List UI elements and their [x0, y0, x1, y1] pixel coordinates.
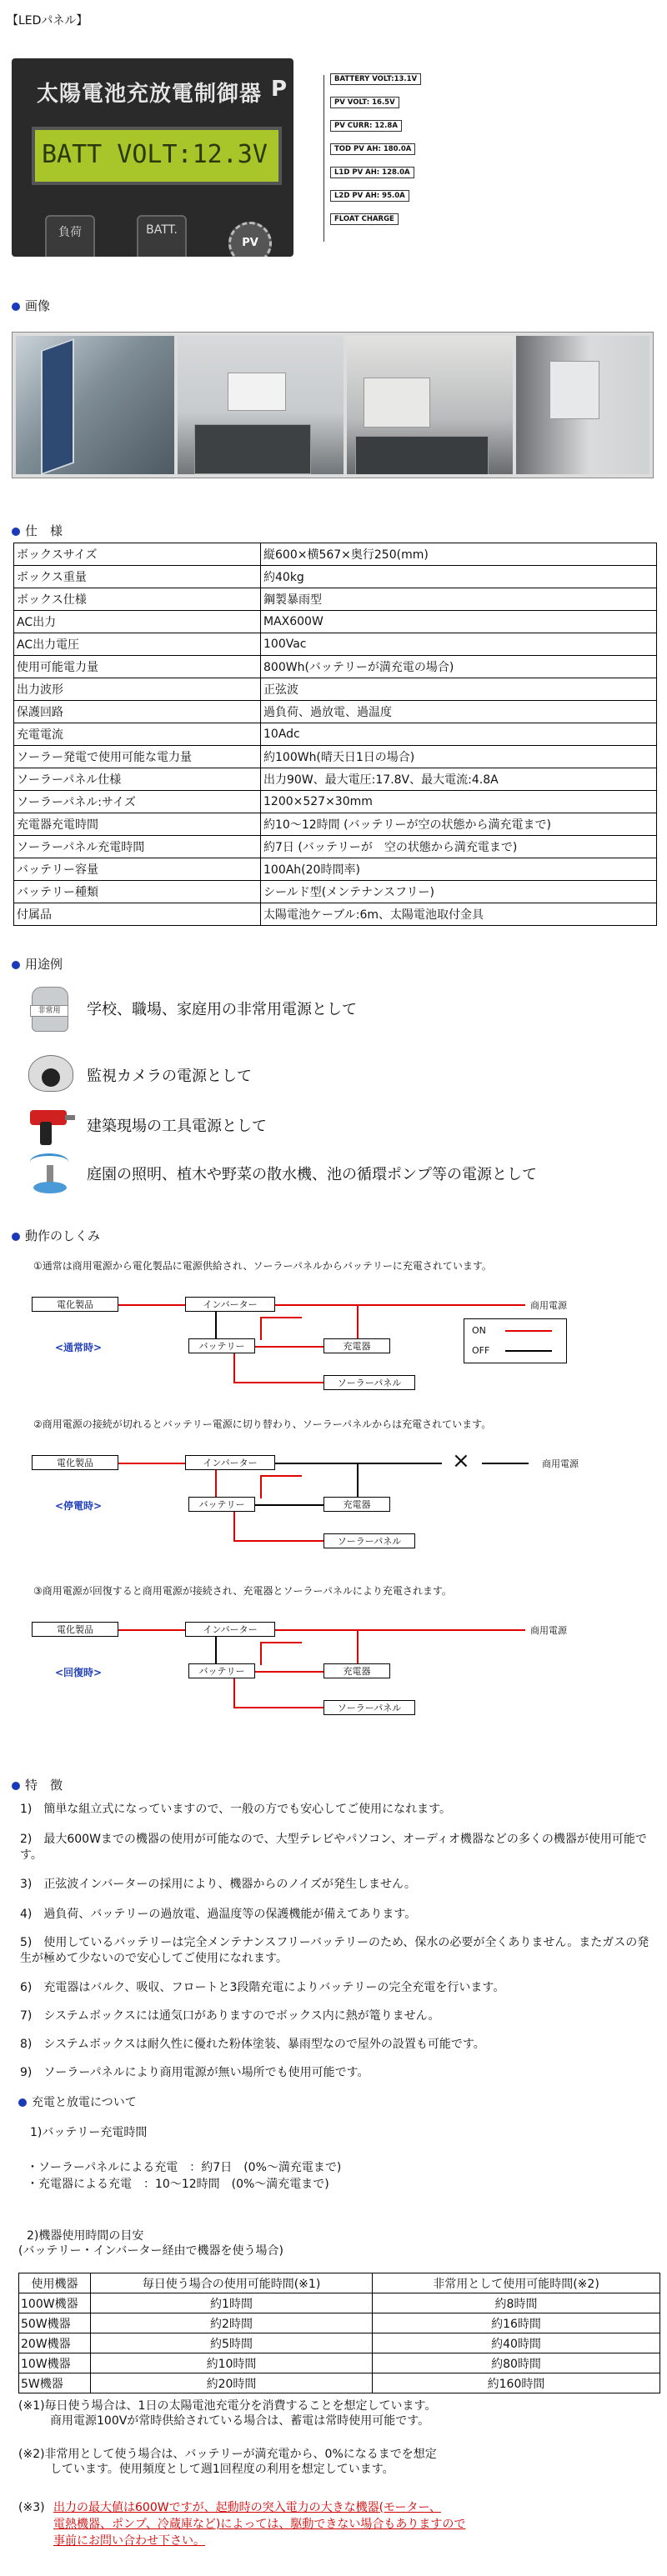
feature-item: 8) システムボックスは耐久性に優れた粉体塗装、暴雨型なので屋外の設置も可能です。	[20, 2038, 485, 2051]
table-cell: 約10時間	[91, 2353, 373, 2373]
led-panel-photo	[12, 58, 293, 257]
legend-on-line	[505, 1330, 552, 1332]
column-header: 毎日使う場合の使用可能時間(※1)	[91, 2273, 373, 2293]
feature-item: 7) システムボックスには通気口がありますのでボックス内に熱が篭りません。	[20, 2009, 440, 2023]
spec-value: 約7日 (バッテリーが 空の状態から満充電まで)	[261, 836, 657, 858]
spec-key: 出力波形	[14, 678, 261, 701]
batt-button	[137, 215, 187, 257]
battery-box: バッテリー	[188, 1663, 255, 1678]
charge-heading-text: 充電と放電について	[32, 2096, 137, 2109]
state-label: <通常時>	[55, 1342, 103, 1353]
wire	[255, 1671, 323, 1673]
wire	[357, 1630, 359, 1663]
spec-key: AC出力電圧	[14, 633, 261, 656]
spec-value: 100Vac	[261, 633, 657, 656]
pv-sun-icon	[228, 222, 272, 257]
spec-value: 約40kg	[261, 566, 657, 588]
table-cell: 約1時間	[91, 2293, 373, 2313]
feature-item: 6) 充電器はバルク、吸収、フロートと3段階充電によりバッテリーの完全充電を行います。	[20, 1981, 505, 1994]
led-display-diagram	[310, 63, 515, 263]
table-row	[14, 881, 657, 903]
wire	[233, 1353, 235, 1383]
table-cell: 約16時間	[373, 2313, 660, 2333]
spec-value: シールド型(メンテナンスフリー)	[261, 881, 657, 903]
table-row	[14, 768, 657, 791]
table-row	[14, 656, 657, 678]
features-heading	[12, 1776, 63, 1793]
usage-item	[25, 1150, 537, 1197]
spec-value: 約10〜12時間 (バッテリーが空の状態から満充電まで)	[261, 813, 657, 836]
led-panel-title: 【LEDパネル】	[7, 14, 88, 28]
usage-text: 庭園の照明、植木や野菜の散水機、池の循環ポンプ等の電源として	[87, 1166, 537, 1183]
wire	[260, 1317, 302, 1318]
images-heading	[12, 297, 50, 314]
usage-heading-text: 用途例	[25, 957, 63, 972]
commercial-power-label: 商用電源	[530, 1300, 567, 1311]
spec-key: ボックス仕様	[14, 588, 261, 611]
solar-panel-shape	[41, 338, 74, 474]
charge-heading	[18, 2093, 137, 2110]
commercial-power-label: 商用電源	[542, 1458, 579, 1469]
spec-key: バッテリー種類	[14, 881, 261, 903]
wire	[233, 1707, 323, 1708]
footnote-3: 出力の最大値は600Wですが、起動時の突入電力の大きな機器(モーター、	[53, 2501, 441, 2514]
table-row	[19, 2353, 660, 2373]
diagram-rail	[323, 75, 324, 242]
table-cell: 約5時間	[91, 2333, 373, 2353]
wire	[233, 1678, 235, 1708]
wire	[233, 1512, 235, 1542]
usage-text: 学校、職場、家庭用の非常用電源として	[87, 1001, 357, 1018]
feature-item: 5) 使用しているバッテリーは完全メンテナンスフリーバッテリーのため、保水の必要が全くありません。またガスの発生が極めて少ないので安心してご使用になれます。	[20, 1936, 649, 1965]
bullet-icon	[12, 303, 20, 311]
wire	[233, 1540, 323, 1542]
cabinet-inside-photo	[347, 336, 513, 474]
table-row	[14, 633, 657, 656]
bullet-icon	[12, 528, 20, 536]
table-header-row	[19, 2273, 660, 2293]
footnote-1-cont: 商用電源100Vが常時供給されている場合は、蓄電は常時使用可能です。	[50, 2414, 430, 2428]
backpack-icon	[25, 985, 75, 1032]
diagram-caption: ③商用電源が回復すると商用電源が接続され、充電器とソーラーパネルにより充電されます。	[33, 1585, 452, 1597]
inverter-unit	[364, 378, 430, 428]
appliance-box: 電化製品	[32, 1297, 118, 1312]
spec-key: 充電電流	[14, 723, 261, 746]
charger-box: 充電器	[323, 1663, 390, 1678]
spec-key: AC出力	[14, 611, 261, 633]
panel-heading-cut: P	[270, 77, 287, 102]
charger-box: 充電器	[323, 1497, 390, 1512]
mechanism-heading-text: 動作のしくみ	[25, 1228, 101, 1243]
lcd-display: BATT VOLT:12.3V	[32, 127, 282, 185]
wire	[275, 1463, 442, 1464]
wire	[118, 1304, 185, 1306]
spec-heading	[12, 522, 63, 539]
diagram-row: FLOAT CHARGE	[330, 213, 399, 225]
spec-value: 800Wh(バッテリーが満充電の場合)	[261, 656, 657, 678]
table-row	[19, 2373, 660, 2393]
wire	[482, 1463, 529, 1464]
wire	[260, 1642, 262, 1665]
spec-value: MAX600W	[261, 611, 657, 633]
usage-item	[25, 985, 357, 1032]
battery-box: バッテリー	[188, 1497, 255, 1512]
drill-icon	[25, 1102, 75, 1148]
wire	[215, 1637, 217, 1663]
usage-time-condition: (バッテリー・インバーター経由で機器を使う場合)	[18, 2244, 283, 2258]
solar-panel-box: ソーラーパネル	[323, 1533, 415, 1548]
battery-shelf	[355, 436, 489, 474]
wire	[357, 1463, 359, 1497]
wire	[260, 1642, 302, 1643]
charge-subheading: 1)バッテリー充電時間	[30, 2126, 148, 2139]
table-cell: 50W機器	[19, 2313, 91, 2333]
wire	[233, 1382, 323, 1383]
appliance-box: 電化製品	[32, 1455, 118, 1470]
appliance-box: 電化製品	[32, 1622, 118, 1637]
wire	[255, 1346, 323, 1348]
wire	[215, 1312, 217, 1338]
column-header: 使用機器	[19, 2273, 91, 2293]
wire	[118, 1463, 185, 1464]
spec-key: ソーラーパネル仕様	[14, 768, 261, 791]
diagram-row: BATTERY VOLT:13.1V	[330, 73, 421, 85]
wire	[275, 1304, 525, 1306]
table-row	[14, 543, 657, 566]
inverter-box: インバーター	[185, 1455, 275, 1470]
table-row	[14, 723, 657, 746]
table-row	[14, 858, 657, 881]
usage-item	[25, 1102, 267, 1148]
batt-button-label: BATT.	[146, 223, 178, 237]
state-label: <回復時>	[55, 1667, 103, 1678]
solar-panel-box: ソーラーパネル	[323, 1375, 415, 1390]
table-row	[14, 566, 657, 588]
panel-heading: 太陽電池充放電制御器	[37, 82, 263, 107]
diagram-caption: ①通常は商用電源から電化製品に電源供給され、ソーラーパネルからバッテリーに充電されています。	[33, 1260, 492, 1272]
spec-value: 鋼製暴雨型	[261, 588, 657, 611]
wire	[260, 1475, 302, 1477]
images-heading-text: 画像	[25, 298, 51, 313]
usage-item	[25, 1052, 252, 1098]
table-row	[14, 746, 657, 768]
table-cell: 5W機器	[19, 2373, 91, 2393]
diagram-row: L1D PV AH: 128.0A	[330, 167, 414, 178]
outlet-box	[549, 361, 599, 419]
wire	[255, 1504, 323, 1506]
table-cell: 約20時間	[91, 2373, 373, 2393]
inverter-box: インバーター	[185, 1297, 275, 1312]
wire	[260, 1317, 262, 1340]
usage-text: 建築現場の工具電源として	[87, 1118, 267, 1135]
wire	[118, 1629, 185, 1631]
sprinkler-icon	[25, 1150, 75, 1197]
spec-key: 保護回路	[14, 701, 261, 723]
table-row	[14, 588, 657, 611]
feature-item: 9) ソーラーパネルにより商用電源が無い場所でも使用可能です。	[20, 2066, 369, 2079]
legend-on-label: ON	[472, 1325, 486, 1336]
table-row	[14, 813, 657, 836]
spec-value: 100Ah(20時間率)	[261, 858, 657, 881]
table-cell: 10W機器	[19, 2353, 91, 2373]
cut-x-icon: ×	[452, 1448, 470, 1473]
spec-key: ボックスサイズ	[14, 543, 261, 566]
wire	[357, 1305, 359, 1338]
spec-value: 10Adc	[261, 723, 657, 746]
footnote-1: (※1)毎日使う場合は、1日の太陽電池充電分を消費することを想定しています。	[18, 2399, 437, 2413]
table-row	[14, 678, 657, 701]
battery-unit	[194, 424, 311, 474]
table-cell: 100W機器	[19, 2293, 91, 2313]
load-button	[45, 215, 95, 257]
footnote-3-cont: 電熱機器、ポンプ、冷蔵庫など)によっては、駆動できない場合もありますので	[53, 2518, 466, 2531]
column-header: 非常用として使用可能時間(※2)	[373, 2273, 660, 2293]
table-cell: 20W機器	[19, 2333, 91, 2353]
spec-value: 出力90W、最大電圧:17.8V、最大電流:4.8A	[261, 768, 657, 791]
feature-item: 2) 最大600Wまでの機器の使用が可能なので、大型テレビやパソコン、オーディオ機器などの多くの機器が使用可能です。	[20, 1833, 647, 1862]
spec-value: 過負荷、過放電、過温度	[261, 701, 657, 723]
usage-time-subheading: 2)機器使用時間の目安	[27, 2229, 144, 2243]
footnote-3-cont: 事前にお問い合わせ下さい。	[53, 2534, 205, 2548]
wire	[260, 1475, 262, 1498]
camera-icon	[25, 1052, 75, 1098]
bullet-icon	[12, 1233, 20, 1241]
spec-value: 約100Wh(晴天日1日の場合)	[261, 746, 657, 768]
diagram-row: PV VOLT: 16.5V	[330, 97, 399, 108]
table-cell: 約40時間	[373, 2333, 660, 2353]
spec-key: 使用可能電力量	[14, 656, 261, 678]
controller-photo	[178, 336, 344, 474]
solar-panel-box: ソーラーパネル	[323, 1700, 415, 1715]
table-cell: 約8時間	[373, 2293, 660, 2313]
feature-item: 4) 過負荷、バッテリーの過放電、過温度等の保護機能が備えてあります。	[20, 1908, 417, 1921]
usage-text: 監視カメラの電源として	[87, 1068, 252, 1085]
table-row	[14, 611, 657, 633]
spec-value: 太陽電池ケーブル:6m、太陽電池取付金具	[261, 903, 657, 926]
diagram-row: PV CURR: 12.8A	[330, 120, 402, 132]
features-heading-text: 特 徴	[25, 1778, 63, 1793]
footnote-2-cont: しています。使用頻度として週1回程度の利用を想定しています。	[50, 2463, 394, 2476]
diagram-caption: ②商用電源の接続が切れるとバッテリー電源に切り替わり、ソーラーパネルからは充電されています。	[33, 1418, 492, 1430]
bullet-icon	[12, 1782, 20, 1790]
solar-panel-photo	[16, 336, 174, 474]
legend-off-label: OFF	[472, 1345, 490, 1356]
charger-box: 充電器	[323, 1338, 390, 1353]
usage-time-table	[18, 2273, 660, 2393]
feature-item: 1) 簡単な組立式になっていますので、一般の方でも安心してご使用になれます。	[20, 1803, 451, 1816]
diagram-row: L2D PV AH: 95.0A	[330, 190, 409, 202]
photo-strip	[12, 332, 654, 478]
spec-key: ソーラーパネル:サイズ	[14, 791, 261, 813]
spec-value: 縦600×横567×奥行250(mm)	[261, 543, 657, 566]
table-row	[19, 2293, 660, 2313]
cabinet-outside-photo	[516, 336, 649, 474]
table-row	[14, 701, 657, 723]
table-row	[19, 2333, 660, 2353]
spec-table	[13, 543, 657, 926]
spec-value: 正弦波	[261, 678, 657, 701]
charger-charge-time: ・充電器による充電 ：10〜12時間 (0%〜満充電まで)	[27, 2178, 329, 2191]
table-cell: 約2時間	[91, 2313, 373, 2333]
state-label: <停電時>	[55, 1500, 103, 1512]
spec-key: 付属品	[14, 903, 261, 926]
inverter-box: インバーター	[185, 1622, 275, 1637]
table-row	[19, 2313, 660, 2333]
table-cell: 約80時間	[373, 2353, 660, 2373]
pv-label: PV	[242, 237, 258, 249]
solar-charge-time: ・ソーラーパネルによる充電 ：約7日 (0%〜満充電まで)	[27, 2161, 342, 2174]
emergency-badge: 非常用	[30, 1005, 68, 1017]
table-row	[14, 836, 657, 858]
table-row	[14, 903, 657, 926]
table-row	[14, 791, 657, 813]
spec-value: 1200×527×30mm	[261, 791, 657, 813]
mechanism-heading	[12, 1227, 100, 1244]
footnote-3-mark: (※3)	[18, 2501, 45, 2514]
usage-heading	[12, 955, 63, 973]
wire	[215, 1470, 217, 1497]
table-cell: 約160時間	[373, 2373, 660, 2393]
footnote-2: (※2)非常用として使う場合は、バッテリーが満充電から、0%になるまでを想定	[18, 2448, 437, 2461]
spec-heading-text: 仕 様	[25, 523, 63, 538]
load-button-label: 負荷	[58, 226, 82, 239]
spec-key: 充電器充電時間	[14, 813, 261, 836]
spec-key: ソーラー発電で使用可能な電力量	[14, 746, 261, 768]
wire	[275, 1629, 525, 1631]
commercial-power-label: 商用電源	[530, 1625, 567, 1636]
bullet-icon	[12, 961, 20, 969]
bullet-icon	[18, 2098, 27, 2107]
diagram-row: TOD PV AH: 180.0A	[330, 143, 415, 155]
battery-box: バッテリー	[188, 1338, 255, 1353]
spec-key: ソーラーパネル充電時間	[14, 836, 261, 858]
feature-item: 3) 正弦波インバーターの採用により、機器からのノイズが発生しません。	[20, 1878, 416, 1891]
spec-key: バッテリー容量	[14, 858, 261, 881]
legend-off-line	[505, 1350, 552, 1352]
controller-unit	[228, 373, 286, 411]
spec-key: ボックス重量	[14, 566, 261, 588]
